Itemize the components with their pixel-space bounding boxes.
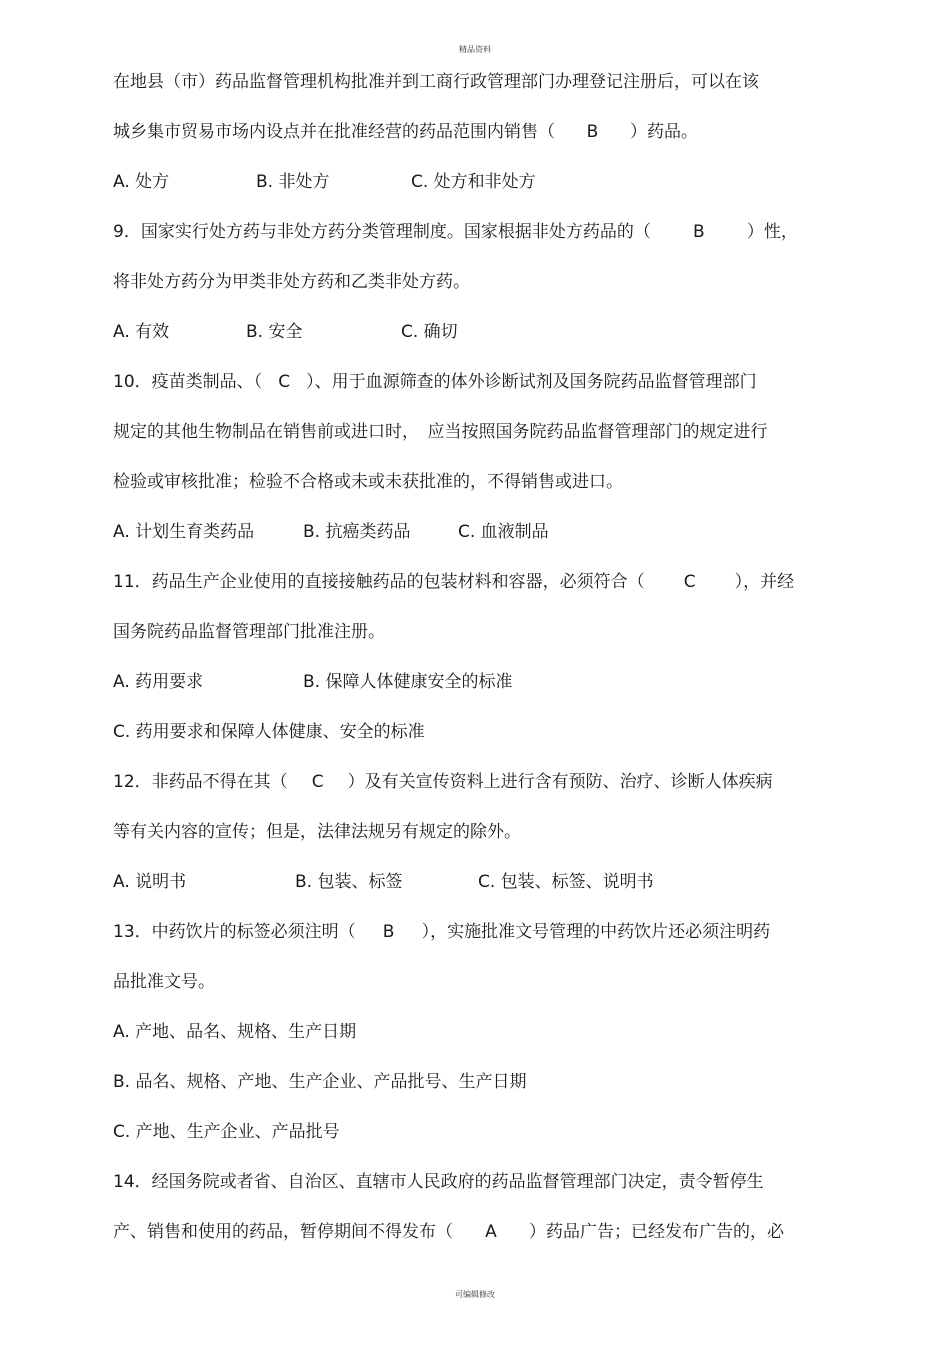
answer-letter: B bbox=[586, 122, 599, 142]
question-line: 10．疫苗类制品、（ C ）、用于血源筛查的体外诊断试剂及国务院药品监督管理部门 bbox=[113, 372, 757, 392]
text-line: 将非处方药分为甲类非处方药和乙类非处方药。 bbox=[113, 272, 470, 292]
page-footer: 可编辑修改 bbox=[455, 1290, 495, 1299]
text-line: 产、销售和使用的药品，暂停期间不得发布（ A ）药品广告；已经发布广告的，必 bbox=[113, 1222, 784, 1242]
text-line: 国务院药品监督管理部门批准注册。 bbox=[113, 622, 385, 642]
question-line: 13．中药饮片的标签必须注明（ B ），实施批准文号管理的中药饮片还必须注明药 bbox=[113, 922, 771, 942]
text-line: 规定的其他生物制品在销售前或进口时， 应当按照国务院药品监督管理部门的规定进行 bbox=[113, 422, 768, 442]
question-line: 11．药品生产企业使用的直接接触药品的包装材料和容器，必须符合（ C ），并经 bbox=[113, 572, 795, 592]
answer-letter: B bbox=[692, 222, 705, 242]
question-line: 9．国家实行处方药与非处方药分类管理制度。国家根据非处方药品的（ B ）性， bbox=[113, 222, 798, 242]
text-line: 检验或审核批准；检验不合格或未或未获批准的，不得销售或进口。 bbox=[113, 472, 623, 492]
answer-letter: B bbox=[382, 922, 395, 942]
question-line: 12．非药品不得在其（ C ）及有关宣传资料上进行含有预防、治疗、诊断人体疾病 bbox=[113, 772, 773, 792]
text-line: 在地县（市）药品监督管理机构批准并到工商行政管理部门办理登记注册后，可以在该 bbox=[113, 72, 759, 92]
option-b: B. 保障人体健康安全的标准 bbox=[303, 672, 513, 692]
option-a: A. 有效 bbox=[113, 322, 170, 342]
answer-letter: C bbox=[278, 372, 291, 392]
option-line bbox=[113, 1020, 356, 1044]
option-b: B. 包装、标签 bbox=[295, 872, 403, 892]
answer-letter: C bbox=[311, 772, 324, 792]
option-a: A. 说明书 bbox=[113, 872, 187, 892]
option-c: C. 处方和非处方 bbox=[411, 172, 536, 192]
option-line bbox=[113, 1070, 526, 1094]
answer-letter: A bbox=[485, 1222, 497, 1242]
option-c: C. 药用要求和保障人体健康、安全的标准 bbox=[113, 722, 425, 742]
option-c: C. 确切 bbox=[401, 322, 458, 342]
text-line: 等有关内容的宣传；但是，法律法规另有规定的除外。 bbox=[113, 822, 521, 842]
question-line: 14．经国务院或者省、自治区、直辖市人民政府的药品监督管理部门决定，责令暂停生 bbox=[113, 1172, 764, 1192]
option-b: B. 非处方 bbox=[256, 172, 330, 192]
option-b: B. 安全 bbox=[246, 322, 303, 342]
option-line bbox=[113, 720, 425, 744]
option-c: C. 产地、生产企业、产品批号 bbox=[113, 1122, 340, 1142]
option-a: A. 药用要求 bbox=[113, 672, 204, 692]
option-b: B. 品名、规格、产地、生产企业、产品批号、生产日期 bbox=[113, 1072, 527, 1092]
page-header: 精品资料 bbox=[459, 45, 491, 54]
option-c: C. 包装、标签、说明书 bbox=[478, 872, 654, 892]
option-a: A. 产地、品名、规格、生产日期 bbox=[113, 1022, 357, 1042]
answer-letter: C bbox=[683, 572, 696, 592]
option-b: B. 抗癌类药品 bbox=[303, 522, 411, 542]
option-c: C. 血液制品 bbox=[458, 522, 549, 542]
option-line bbox=[113, 1120, 340, 1144]
question-line: 城乡集市贸易市场内设点并在批准经营的药品范围内销售（ B ）药品。 bbox=[113, 122, 698, 142]
option-a: A. 计划生育类药品 bbox=[113, 522, 255, 542]
text-line: 品批准文号。 bbox=[113, 972, 215, 992]
option-a: A. 处方 bbox=[113, 172, 170, 192]
